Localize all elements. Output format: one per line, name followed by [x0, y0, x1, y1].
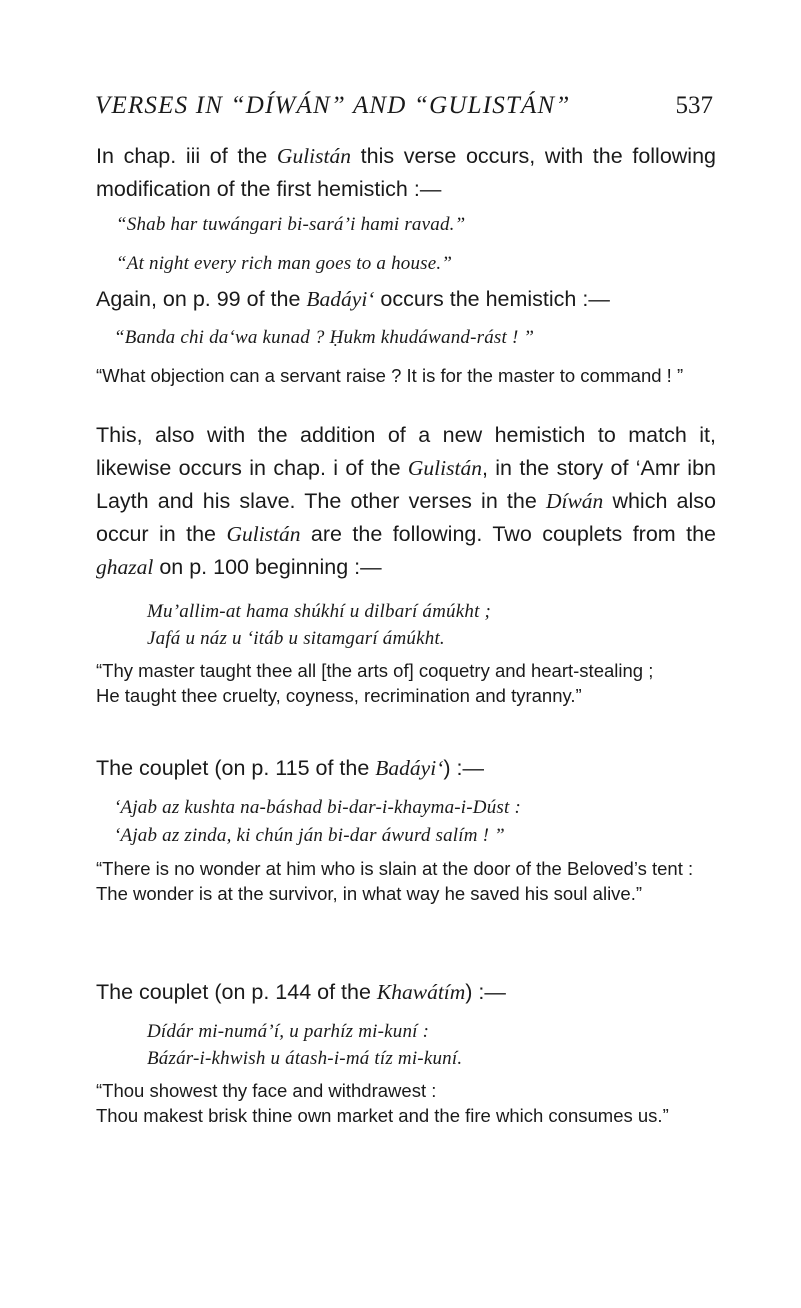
couplet-translation: “Thou showest thy face and withdrawest : Thou makest brisk thine own market and the fire which consumes us.” [96, 1080, 669, 1126]
paragraph-4: The couplet (on p. 115 of the Badáyi‘) :— [96, 756, 484, 780]
couplet-line: ‘Ajab az zinda, ki chún ján bi-dar áwurd salím ! ” [114, 825, 505, 846]
couplet-translation: “There is no wonder at him who is slain at the door of the Beloved’s tent : The wonder is at the survivor, in what way he saved his soul alive.” [96, 858, 694, 904]
verse-translation: “At night every rich man goes to a house.” [116, 253, 453, 274]
book-title: Khawátím [376, 980, 466, 1004]
couplet-translation: “Thy master taught thee all [the arts of] coquetry and heart-stealing ; He taught thee cruelty, coyness, recrimination and tyranny.” [96, 660, 654, 706]
page-number: 537 [675, 92, 713, 119]
couplet-line: ‘Ajab az kushta na-báshad bi-dar-i-khayma-i-Dúst : [114, 797, 521, 818]
page-header [95, 92, 713, 132]
paragraph-5: The couplet (on p. 144 of the Khawátím) :— [96, 980, 506, 1004]
verse-line: “Banda chi da‘wa kunad ? Ḥukm khudáwand-rást ! ” [114, 327, 535, 348]
couplet-line: Jafá u náz u ‘itáb u sitamgarí ámúkht. [147, 628, 445, 649]
book-title: Gulistán [276, 144, 351, 168]
couplet-line: Mu’allim-at hama shúkhí u dilbarí ámúkht ; [147, 601, 492, 622]
paragraph-3: This, also with the addition of a new hemistich to match it, likewise occurs in chap. i of the Gulistán, in the story of ‘Amr ibn Layth and his slave. The other verses in the Díwán which also occur in the Gulistán are the following. Two couplets from the ghazal on p. 100 beginning :— [96, 423, 716, 579]
verse-line: “Shab har tuwángari bi-sará’i hami ravad.” [116, 214, 466, 235]
couplet-line: Bázár-i-khwish u átash-i-má tíz mi-kuní. [147, 1048, 463, 1069]
couplet-line: Dídár mi-numá’í, u parhíz mi-kuní : [147, 1021, 430, 1042]
book-title: Badáyi‘ [375, 756, 444, 780]
paragraph-2: Again, on p. 99 of the Badáyi‘ occurs the hemistich :— [96, 287, 610, 311]
book-title: Badáyi‘ [306, 287, 375, 311]
paragraph-1: In chap. iii of the Gulistán this verse occurs, with the following modification of the first hemistich :— [96, 144, 716, 201]
running-title: VERSES IN “DÍWÁN” AND “GULISTÁN” [95, 92, 571, 119]
verse-translation: “What objection can a servant raise ? It is for the master to command ! ” [96, 365, 684, 386]
